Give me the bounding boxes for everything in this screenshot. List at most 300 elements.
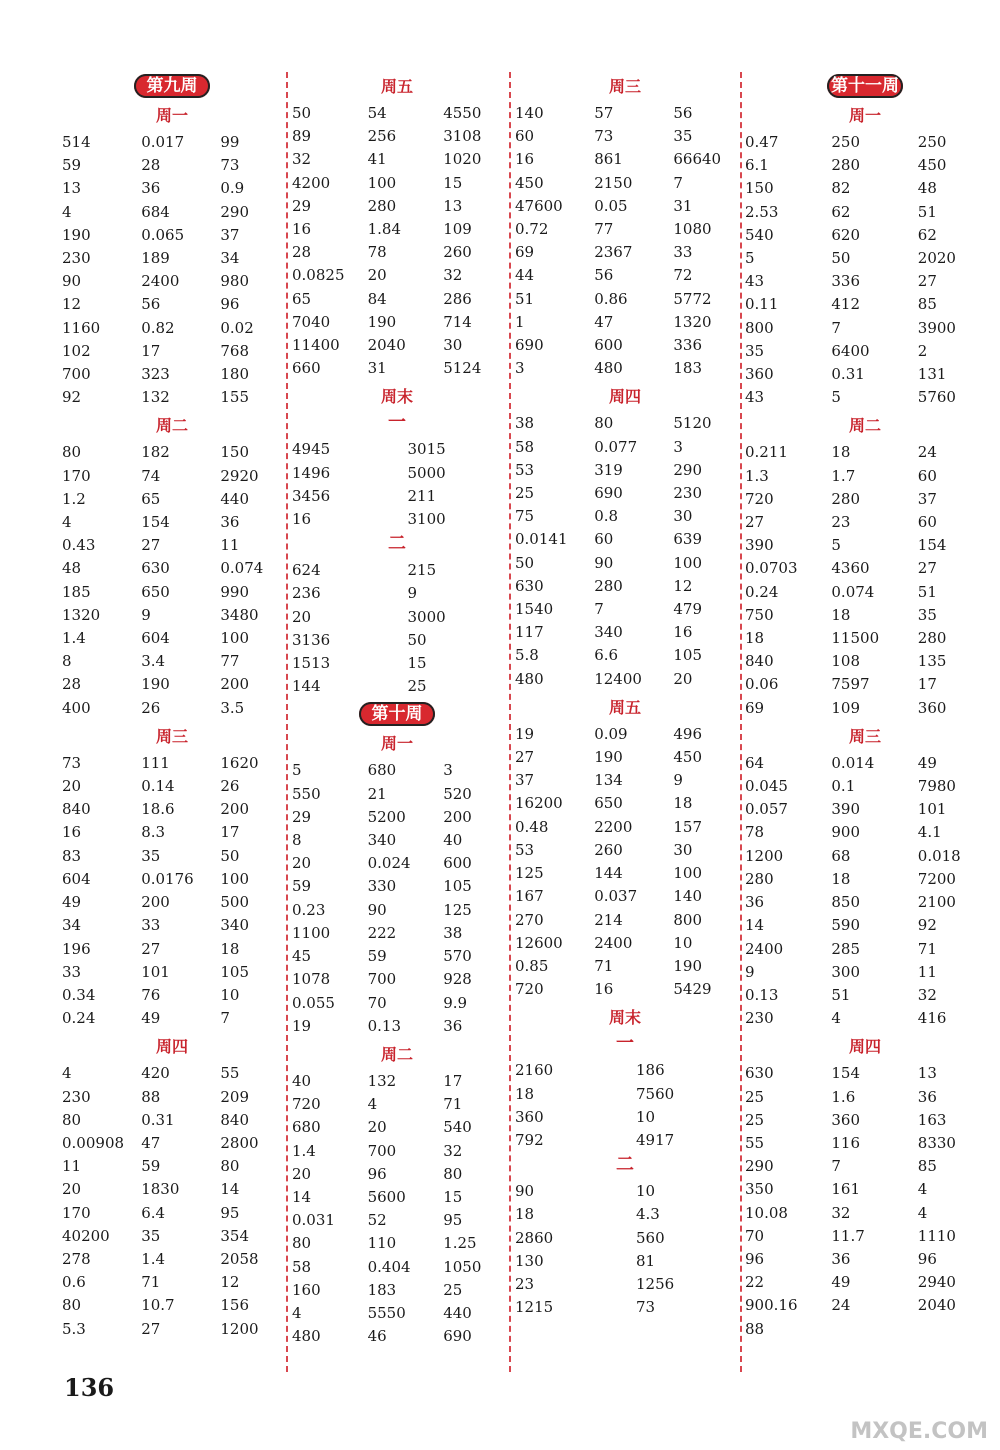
answer-row: [292, 1256, 502, 1279]
answer-cell: 215: [407, 561, 437, 580]
answer-cell: 26: [141, 698, 161, 717]
answer-cell: 285: [831, 939, 861, 958]
answer-cell: 80: [62, 1110, 82, 1129]
answer-cell: 3: [443, 761, 453, 780]
answer-cell: 0.017: [141, 133, 185, 151]
answer-row: [62, 581, 282, 604]
answer-cell: 36: [220, 513, 240, 532]
answer-row: [745, 488, 985, 511]
answer-row: [292, 1015, 502, 1038]
answer-table: [515, 1180, 735, 1319]
answer-cell: 3: [673, 437, 683, 456]
answer-cell: 190: [141, 675, 170, 694]
answer-cell: 28: [141, 156, 161, 175]
answer-cell: 132: [367, 1071, 397, 1090]
answer-cell: 69: [515, 243, 535, 262]
answer-cell: 604: [141, 629, 170, 648]
answer-cell: 35: [673, 127, 693, 146]
answer-cell: 69: [745, 698, 765, 717]
day-heading: 周末: [608, 1008, 641, 1028]
answer-row: [292, 148, 502, 171]
answer-cell: 101: [917, 800, 947, 819]
answer-cell: 154: [141, 513, 170, 532]
answer-cell: 105: [443, 877, 472, 896]
answer-row: [745, 340, 985, 363]
answer-row: [515, 102, 735, 125]
answer-cell: 56: [141, 295, 161, 314]
answer-row: [745, 201, 985, 224]
answer-cell: 49: [831, 1273, 851, 1292]
answer-cell: 13: [443, 196, 463, 215]
answer-cell: 60: [917, 466, 937, 485]
answer-cell: 2: [917, 341, 928, 360]
answer-row: [62, 1007, 282, 1030]
answer-row: [745, 224, 985, 247]
answer-cell: 230: [745, 1009, 774, 1028]
answer-cell: 1080: [673, 220, 712, 239]
answer-cell: 14: [292, 1187, 312, 1206]
answer-cell: 52: [367, 1211, 387, 1230]
answer-cell: 49: [141, 1009, 161, 1028]
answer-cell: 7: [673, 173, 683, 192]
answer-cell: 0.045: [745, 777, 788, 796]
answer-row: [62, 488, 282, 511]
answer-cell: 10.08: [745, 1203, 788, 1222]
answer-cell: 51: [515, 289, 535, 308]
answer-cell: 360: [515, 1107, 544, 1126]
answer-column-2: [292, 70, 502, 1348]
answer-cell: 3100: [407, 510, 446, 529]
answer-cell: 44: [515, 266, 535, 285]
answer-row: [62, 340, 282, 363]
answer-row: [745, 1178, 985, 1201]
day-heading: 周一: [848, 106, 881, 125]
answer-cell: 1: [515, 312, 525, 331]
answer-cell: 0.43: [62, 536, 96, 555]
answer-cell: 0.065: [141, 225, 185, 244]
answer-row: [745, 1248, 985, 1271]
answer-cell: 45: [292, 947, 312, 966]
answer-cell: 100: [673, 553, 703, 572]
answer-cell: 170: [62, 466, 91, 485]
answer-cell: 47: [594, 312, 614, 331]
answer-cell: 140: [515, 104, 544, 122]
answer-cell: 41: [367, 150, 387, 169]
answer-row: [62, 752, 282, 775]
watermark-logo: [828, 1374, 988, 1444]
answer-cell: 25: [515, 484, 535, 503]
answer-cell: 81: [636, 1251, 656, 1270]
answer-cell: 53: [515, 460, 535, 479]
answer-cell: 4: [62, 513, 72, 532]
answer-cell: 11500: [831, 629, 880, 648]
answer-cell: 0.0176: [141, 869, 194, 888]
answer-cell: 230: [62, 249, 91, 268]
answer-cell: 11: [62, 1157, 82, 1176]
answer-cell: 18: [831, 605, 851, 624]
answer-row: [292, 1093, 502, 1116]
answer-cell: 2940: [917, 1273, 956, 1292]
answer-table: [62, 441, 282, 719]
answer-cell: 76: [141, 985, 161, 1004]
answer-cell: 88: [141, 1087, 161, 1106]
answer-cell: 9: [407, 584, 418, 603]
answer-cell: 29: [292, 196, 312, 215]
answer-cell: 7: [220, 1009, 230, 1028]
answer-row: [62, 441, 282, 464]
answer-cell: 250: [917, 133, 947, 151]
answer-cell: 1160: [62, 318, 101, 337]
day-heading: 周二: [380, 1044, 413, 1064]
answer-cell: 17: [443, 1071, 463, 1090]
answer-cell: 4550: [443, 104, 482, 122]
answer-row: [62, 154, 282, 177]
answer-row: [515, 334, 735, 357]
answer-cell: 5550: [367, 1303, 406, 1322]
answer-cell: 5000: [407, 463, 446, 482]
answer-cell: 1496: [292, 463, 331, 482]
answer-cell: 3000: [407, 607, 446, 626]
answer-cell: 1.7: [831, 466, 856, 485]
week-heading: 第十一周: [827, 74, 903, 98]
answer-table: [515, 412, 735, 690]
answer-cell: 3108: [443, 127, 482, 146]
answer-cell: 280: [745, 869, 774, 888]
answer-cell: 156: [220, 1296, 250, 1315]
answer-row: [62, 534, 282, 557]
answer-cell: 17: [220, 823, 240, 842]
answer-row: [292, 125, 502, 148]
answer-cell: 167: [515, 887, 544, 906]
answer-cell: 10: [220, 985, 240, 1004]
answer-cell: 157: [673, 817, 703, 836]
answer-cell: 420: [141, 1064, 170, 1083]
answer-cell: 440: [220, 489, 250, 508]
answer-cell: 200: [443, 807, 472, 826]
answer-cell: 0.0825: [292, 266, 345, 285]
answer-cell: 6.6: [594, 646, 619, 665]
answer-cell: 520: [443, 784, 472, 803]
column-divider-3: [740, 72, 742, 1372]
answer-cell: 50: [407, 630, 427, 649]
answer-column-3: [515, 70, 735, 1319]
answer-cell: 100: [673, 864, 703, 883]
answer-row: [515, 644, 735, 667]
answer-cell: 5200: [367, 807, 406, 826]
answer-cell: 0.24: [745, 582, 779, 601]
answer-cell: 144: [292, 677, 321, 696]
answer-row: [292, 629, 502, 652]
weekend-part-heading: 二: [388, 533, 406, 555]
answer-cell: 450: [673, 748, 703, 767]
answer-cell: 5124: [443, 359, 482, 378]
answer-cell: 32: [292, 150, 312, 169]
answer-cell: 72: [673, 266, 693, 285]
answer-cell: 1200: [220, 1319, 259, 1338]
answer-cell: 4917: [636, 1130, 675, 1149]
answer-cell: 230: [62, 1087, 91, 1106]
answer-cell: 0.14: [141, 777, 175, 796]
answer-cell: 700: [62, 365, 91, 384]
answer-row: [62, 697, 282, 720]
answer-row: [515, 1180, 735, 1203]
answer-cell: 100: [367, 173, 397, 192]
answer-cell: 9: [745, 962, 755, 981]
answer-cell: 600: [594, 336, 623, 355]
answer-row: [62, 247, 282, 270]
answer-cell: 639: [673, 530, 703, 549]
answer-row: [292, 241, 502, 264]
answer-cell: 28: [62, 675, 82, 694]
answer-row: [745, 363, 985, 386]
answer-cell: 51: [831, 985, 851, 1004]
answer-cell: 4: [292, 1303, 302, 1322]
answer-table: [292, 559, 502, 698]
answer-row: [62, 775, 282, 798]
answer-cell: 43: [745, 388, 765, 407]
answer-cell: 37: [917, 489, 937, 508]
answer-cell: 189: [141, 249, 170, 268]
answer-cell: 29: [292, 807, 312, 826]
answer-cell: 82: [831, 179, 851, 198]
answer-cell: 200: [220, 675, 250, 694]
day-heading: 周四: [155, 1037, 188, 1057]
answer-cell: 16: [673, 623, 693, 642]
answer-cell: 110: [367, 1234, 397, 1253]
answer-cell: 0.057: [745, 800, 788, 819]
answer-cell: 5.3: [62, 1319, 86, 1338]
answer-cell: 0.34: [62, 985, 96, 1004]
answer-cell: 33: [673, 243, 693, 262]
answer-cell: 0.074: [220, 559, 264, 578]
answer-row: [515, 436, 735, 459]
answer-row: [515, 668, 735, 691]
answer-row: [745, 1086, 985, 1109]
answer-row: [515, 839, 735, 862]
answer-row: [515, 1106, 735, 1129]
answer-cell: 18: [515, 1084, 535, 1103]
answer-row: [745, 1318, 985, 1341]
answer-cell: 10: [673, 933, 693, 952]
answer-cell: 30: [673, 507, 693, 526]
answer-cell: 7040: [292, 312, 331, 331]
answer-cell: 18: [515, 1205, 535, 1224]
answer-table: [292, 1070, 502, 1348]
answer-cell: 43: [745, 272, 765, 291]
answer-row: [292, 1163, 502, 1186]
answer-cell: 90: [515, 1182, 535, 1201]
answer-cell: 74: [141, 466, 161, 485]
answer-cell: 20: [292, 1164, 312, 1183]
answer-row: [292, 172, 502, 195]
answer-row: [292, 759, 502, 782]
answer-row: [292, 783, 502, 806]
answer-cell: 95: [220, 1203, 240, 1222]
answer-cell: 17: [141, 341, 161, 360]
answer-cell: 78: [367, 243, 387, 262]
answer-row: [515, 172, 735, 195]
answer-cell: 4360: [831, 559, 870, 578]
answer-cell: 23: [515, 1274, 535, 1293]
answer-cell: 0.014: [831, 753, 875, 772]
answer-cell: [831, 1318, 917, 1341]
answer-cell: 260: [594, 840, 623, 859]
answer-row: [292, 311, 502, 334]
answer-table: [745, 131, 985, 409]
answer-cell: 78: [745, 823, 765, 842]
answer-cell: 10: [636, 1107, 656, 1126]
answer-row: [515, 357, 735, 380]
answer-cell: 570: [443, 947, 472, 966]
answer-cell: 5120: [673, 414, 712, 433]
answer-row: [292, 968, 502, 991]
answer-cell: 36: [917, 1087, 937, 1106]
answer-cell: 1200: [745, 846, 784, 865]
answer-cell: 5.8: [515, 646, 539, 665]
answer-cell: 24: [917, 443, 937, 462]
answer-cell: 13: [917, 1064, 937, 1083]
answer-cell: 18.6: [141, 800, 175, 819]
answer-cell: 170: [62, 1203, 91, 1222]
answer-cell: 36: [141, 179, 161, 198]
answer-cell: 14: [745, 916, 765, 935]
answer-row: [292, 1186, 502, 1209]
answer-cell: 340: [367, 831, 397, 850]
answer-cell: 2040: [367, 336, 406, 355]
answer-row: [62, 845, 282, 868]
answer-row: [515, 505, 735, 528]
answer-cell: 900.16: [745, 1296, 798, 1315]
answer-cell: 7: [831, 318, 841, 337]
answer-cell: 99: [220, 133, 240, 151]
answer-cell: [918, 1318, 985, 1341]
answer-row: [745, 1155, 985, 1178]
answer-cell: 47600: [515, 196, 563, 215]
answer-cell: 50: [220, 846, 240, 865]
answer-row: [515, 1203, 735, 1226]
answer-cell: 135: [917, 652, 947, 671]
answer-row: [745, 441, 985, 464]
answer-cell: 12: [62, 295, 82, 314]
answer-row: [62, 1318, 282, 1341]
answer-cell: 3015: [407, 440, 446, 459]
answer-row: [515, 909, 735, 932]
answer-table: [62, 1062, 282, 1340]
answer-cell: 2020: [917, 249, 956, 268]
answer-cell: 4: [367, 1095, 378, 1114]
answer-table: [292, 102, 502, 380]
answer-cell: 88: [745, 1319, 765, 1338]
answer-cell: 360: [745, 365, 774, 384]
answer-cell: 0.85: [515, 956, 549, 975]
answer-cell: 18: [745, 629, 765, 648]
answer-cell: 0.06: [745, 675, 779, 694]
answer-row: [292, 485, 502, 508]
answer-cell: 4945: [292, 440, 331, 459]
answer-row: [292, 945, 502, 968]
answer-row: [62, 270, 282, 293]
answer-cell: 0.23: [292, 900, 326, 919]
answer-cell: 861: [594, 150, 623, 169]
answer-row: [62, 868, 282, 891]
answer-cell: 230: [673, 484, 703, 503]
answer-cell: 6.4: [141, 1203, 166, 1222]
answer-row: [62, 465, 282, 488]
answer-cell: 108: [831, 652, 861, 671]
answer-row: [745, 891, 985, 914]
answer-cell: 0.86: [594, 289, 628, 308]
answer-cell: 16: [515, 150, 535, 169]
answer-cell: 50: [831, 249, 851, 268]
answer-cell: 540: [443, 1118, 472, 1137]
answer-cell: 55: [745, 1133, 765, 1152]
answer-cell: 7200: [917, 869, 956, 888]
answer-cell: 840: [62, 800, 91, 819]
answer-row: [515, 769, 735, 792]
answer-cell: 7597: [831, 675, 870, 694]
answer-cell: 650: [141, 582, 170, 601]
answer-cell: 70: [367, 993, 387, 1012]
answer-cell: 27: [515, 748, 535, 767]
answer-cell: 450: [917, 156, 947, 175]
answer-cell: 300: [831, 962, 861, 981]
answer-row: [62, 201, 282, 224]
answer-cell: 155: [220, 388, 250, 407]
answer-cell: 101: [141, 962, 170, 981]
answer-cell: 6.1: [745, 156, 769, 175]
answer-row: [745, 293, 985, 316]
answer-table: [62, 131, 282, 409]
answer-cell: 51: [917, 582, 937, 601]
answer-row: [62, 1202, 282, 1225]
answer-cell: 1.3: [745, 466, 769, 485]
answer-cell: 280: [594, 576, 623, 595]
answer-cell: 83: [62, 846, 82, 865]
answer-cell: 440: [443, 1303, 472, 1322]
answer-cell: 20: [292, 854, 312, 873]
answer-cell: 211: [407, 486, 437, 505]
answer-cell: 11.7: [831, 1226, 865, 1245]
answer-cell: 280: [367, 196, 397, 215]
answer-cell: 18: [831, 869, 851, 888]
answer-cell: 700: [367, 970, 397, 989]
day-heading: 周末: [380, 387, 413, 407]
answer-row: [515, 862, 735, 885]
answer-row: [62, 557, 282, 580]
answer-cell: 183: [367, 1280, 397, 1299]
answer-cell: 540: [745, 225, 774, 244]
watermark-text: MXQE.COM: [850, 1419, 988, 1444]
answer-cell: 7: [831, 1157, 841, 1176]
answer-row: [515, 288, 735, 311]
answer-cell: 1.2: [62, 489, 86, 508]
answer-cell: 60: [515, 127, 535, 146]
answer-cell: 2100: [917, 893, 956, 912]
answer-cell: 58: [292, 1257, 312, 1276]
answer-row: [292, 1140, 502, 1163]
answer-cell: 630: [515, 576, 544, 595]
day-heading: 周三: [608, 77, 641, 96]
answer-row: [515, 598, 735, 621]
answer-cell: 58: [515, 437, 535, 456]
answer-cell: 0.6: [62, 1273, 86, 1292]
answer-row: [515, 955, 735, 978]
answer-row: [292, 875, 502, 898]
answer-row: [745, 868, 985, 891]
answer-cell: 6400: [831, 341, 870, 360]
day-heading: 周五: [380, 77, 413, 96]
answer-row: [62, 1086, 282, 1109]
